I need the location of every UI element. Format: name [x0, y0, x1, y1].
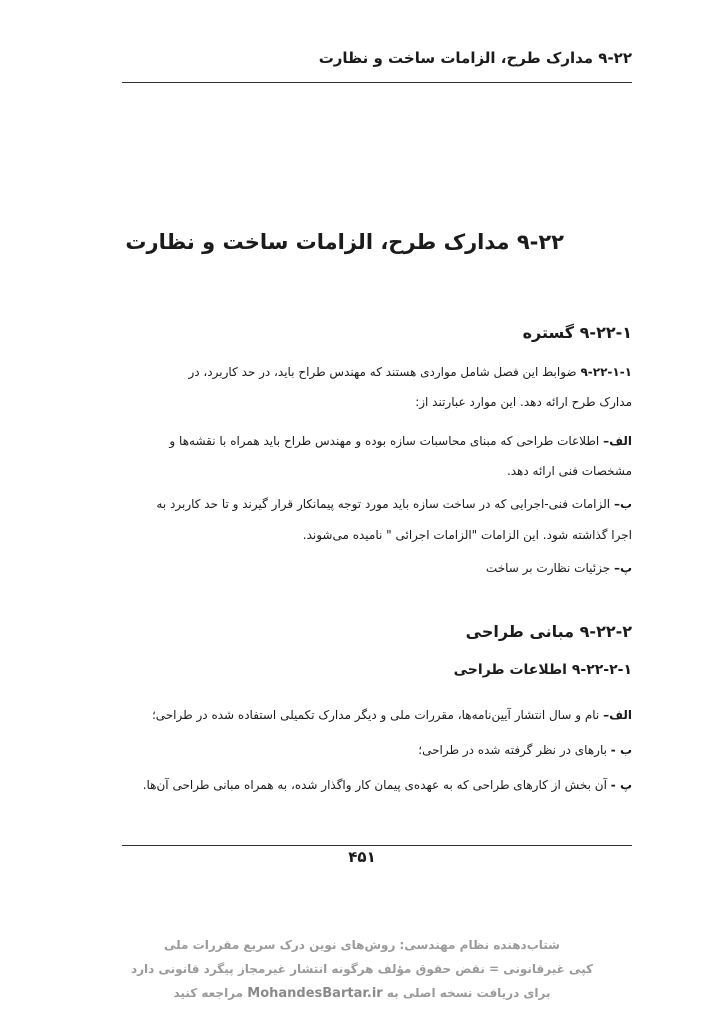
- watermark-text: مراجعه کنید: [173, 986, 244, 1000]
- clause-1-1-line1: [188, 362, 632, 382]
- section-heading-scope: ۹-۲۲-۱ گستره: [522, 323, 632, 342]
- item-a-line2: مشخصات فنی ارائه دهد.: [506, 464, 632, 478]
- section-heading-design-basis: ۹-۲۲-۲ مبانی طراحی: [465, 622, 632, 641]
- item-p: [486, 558, 632, 578]
- watermark-line-2: کپی غیرقانونی = نقض حقوق مؤلف هرگونه انتشار غیرمجاز پیگرد قانونی دارد: [130, 962, 594, 976]
- page-number: ۴۵۱: [348, 848, 376, 866]
- item-label: ب -: [610, 743, 632, 757]
- item-a-line1: [169, 431, 632, 451]
- clause-text: ضوابط این فصل شامل مواردی هستند که مهندس طراح باید، در حد کاربرد، در: [188, 365, 577, 379]
- item-label: پ–: [613, 561, 632, 575]
- item-b-line2: اجرا گذاشته شود. این الزامات "الزامات اجرائی " نامیده می‌شوند.: [302, 528, 632, 542]
- watermark-line-1: شتاب‌دهنده نظام مهندسی: روش‌های نوین درک سریع مقررات ملی: [164, 938, 560, 952]
- watermark-line-3: [0, 986, 724, 1001]
- design-info-item-a: [152, 705, 632, 725]
- running-header: ۹-۲۲ مدارک طرح، الزامات ساخت و نظارت: [318, 49, 632, 67]
- item-text: بارهای در نظر گرفته شده در طراحی؛: [418, 743, 607, 757]
- item-text: جزئیات نظارت بر ساخت: [485, 561, 611, 575]
- watermark-text: برای دریافت نسخه اصلی به: [386, 986, 551, 1000]
- item-text: آن بخش از کارهای طراحی که به عهده‌ی پیمان کار واگذار شده، به همراه مبانی طراحی آن‌ها.: [142, 778, 607, 792]
- chapter-title: ۹-۲۲ مدارک طرح، الزامات ساخت و نظارت: [125, 230, 564, 254]
- header-divider: [122, 82, 632, 83]
- item-text: الزامات فنی-اجرایی که در ساخت سازه باید مورد توجه پیمانکار قرار گیرند و تا حد کاربرد به: [156, 497, 611, 511]
- item-label: الف–: [603, 434, 632, 448]
- item-label: الف–: [603, 708, 632, 722]
- item-text: نام و سال انتشار آیین‌نامه‌ها، مقررات ملی و دیگر مدارک تکمیلی استفاده شده در طراحی؛: [151, 708, 600, 722]
- subsection-heading-design-info: ۹-۲۲-۲-۱ اطلاعات طراحی: [453, 662, 632, 678]
- clause-label: ۹-۲۲-۱-۱: [580, 365, 632, 379]
- item-label: پ -: [610, 778, 632, 792]
- clause-1-1-line2: مدارک طرح ارائه دهد. این موارد عبارتند از:: [415, 395, 632, 409]
- watermark-site-link[interactable]: MohandesBartar.ir: [247, 986, 383, 1001]
- item-label: ب–: [613, 497, 632, 511]
- footer-divider: [122, 845, 632, 846]
- item-b-line1: [156, 494, 632, 514]
- design-info-item-b: [418, 740, 632, 760]
- item-text: اطلاعات طراحی که مبنای محاسبات سازه بوده و مهندس طراح باید همراه با نقشه‌ها و: [169, 434, 600, 448]
- design-info-item-p: [143, 775, 632, 795]
